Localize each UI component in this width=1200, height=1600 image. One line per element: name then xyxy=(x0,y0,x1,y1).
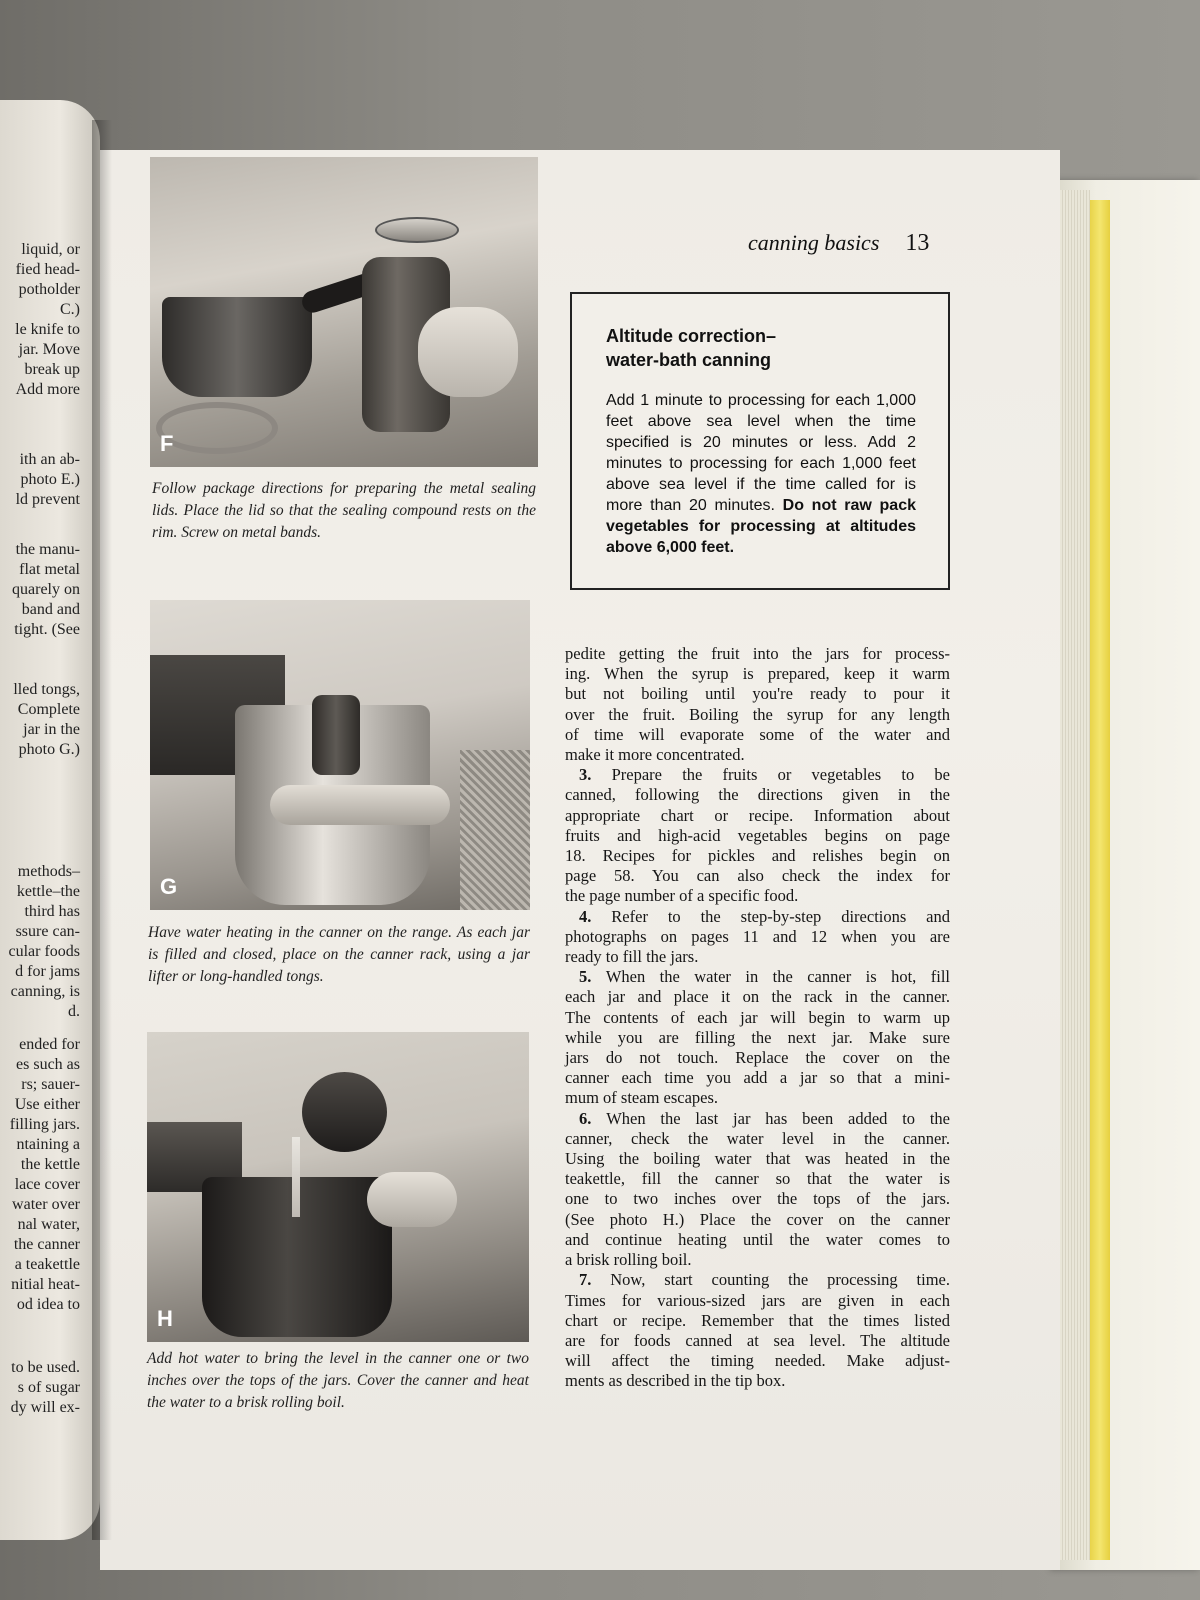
body-text-line: chart or recipe. Remember that the times listed xyxy=(565,1310,950,1330)
left-page-line: rs; sauer- xyxy=(21,1076,80,1093)
photo-h-letter: H xyxy=(157,1306,173,1331)
left-page-line: ntaining a xyxy=(16,1136,80,1153)
pouring-water-shape xyxy=(292,1137,300,1217)
body-text-line: one to two inches over the tops of the jars. xyxy=(565,1189,950,1209)
body-text-line: pedite getting the fruit into the jars for process- xyxy=(565,644,950,663)
left-page-line: flat metal xyxy=(19,561,80,578)
photo-h-caption: Add hot water to bring the level in the canner one or two inches over the tops of the jars. Cover the canner and heat the water to a brisk rolling boil. xyxy=(147,1350,529,1411)
left-page-line: photo E.) xyxy=(20,471,80,488)
left-page-fragment xyxy=(12,540,80,640)
tip-title-line1: Altitude correction– xyxy=(606,326,777,346)
hand-shape xyxy=(418,307,518,397)
left-page-line: dy will ex- xyxy=(10,1399,80,1416)
body-text-line: appropriate chart or recipe. Information about xyxy=(565,805,950,825)
body-text-line: a brisk rolling boil. xyxy=(565,1250,692,1270)
body-text-line: 18. Recipes for pickles and relishes begin on xyxy=(565,846,950,866)
body-text-line: 5. When the water in the canner is hot, fill xyxy=(579,967,950,987)
left-page-fragment xyxy=(11,1358,80,1418)
arm-shape xyxy=(270,785,450,825)
left-page-line: to be used. xyxy=(11,1359,80,1376)
photo-g-caption: Have water heating in the canner on the range. As each jar is filled and closed, place on the canner rack, using a jar lifter or long-handled tongs. xyxy=(148,924,530,985)
body-text-line: ready to fill the jars. xyxy=(565,947,699,967)
body-text-line: but not boiling until you're ready to pour it xyxy=(565,684,950,704)
left-page-fragment xyxy=(8,862,80,1022)
body-text-line: canned, following the directions given in the xyxy=(565,785,950,805)
left-page-fragment xyxy=(10,1035,80,1315)
left-page-line: ssure can- xyxy=(15,923,80,940)
left-page-line: jar. Move xyxy=(18,341,80,358)
left-page-line: ld prevent xyxy=(15,491,80,508)
left-page-line: jar in the xyxy=(23,721,80,738)
body-text-line: make it more concentrated. xyxy=(565,745,745,765)
body-text-line: over the fruit. Boiling the syrup for any length xyxy=(565,704,950,724)
body-text-line: Using the boiling water that was heated in the xyxy=(565,1149,950,1169)
left-page-line: methods– xyxy=(17,863,80,880)
body-text-line: and continue heating until the water comes to xyxy=(565,1229,950,1249)
body-text-line: while you are filling the next jar. Make sure xyxy=(565,1027,950,1047)
photo-h xyxy=(147,1032,529,1342)
body-text-column xyxy=(565,644,950,1392)
tip-box-title xyxy=(606,324,916,372)
body-text-line: 4. Refer to the step-by-step directions and xyxy=(579,906,951,926)
left-page-line: tight. (See xyxy=(14,621,80,638)
left-page-line: water over xyxy=(12,1196,80,1213)
left-page-fragment xyxy=(15,240,80,400)
body-text-line: photographs on pages 11 and 12 when you are xyxy=(565,926,950,946)
page-stack-edge xyxy=(1060,190,1090,1560)
left-page-line: lled tongs, xyxy=(13,681,80,698)
lid-shape xyxy=(375,217,459,243)
running-head-title: canning basics xyxy=(748,230,880,255)
left-page-line: es such as xyxy=(16,1056,80,1073)
left-page-line: Add more xyxy=(15,381,80,398)
left-page-line: kettle–the xyxy=(16,883,80,900)
left-page-line: Use either xyxy=(14,1096,80,1113)
left-page-fragment xyxy=(16,450,80,510)
left-page-line: photo G.) xyxy=(18,741,80,758)
body-text-line: ments as described in the tip box. xyxy=(565,1371,786,1391)
body-text-line: (See photo H.) Place the cover on the canner xyxy=(565,1209,950,1229)
left-page-line: filling jars. xyxy=(9,1116,80,1133)
body-text-line: fruits and high-acid vegetables begins on page xyxy=(565,825,950,845)
left-page-line: nal water, xyxy=(17,1216,80,1233)
apron-shape xyxy=(460,750,530,910)
body-text-line: jars do not touch. Replace the cover on the xyxy=(565,1048,950,1068)
left-page-line: ith an ab- xyxy=(19,451,80,468)
left-page-line: C.) xyxy=(60,301,80,318)
body-text-line: 3. Prepare the fruits or vegetables to be xyxy=(579,765,950,785)
left-page-line: Complete xyxy=(17,701,80,718)
left-page-line: third has xyxy=(24,903,80,920)
left-page-line: the manu- xyxy=(15,541,80,558)
tip-box-bold-note: Do not raw pack vegetables for processing at altitudes above 6,000 feet. xyxy=(606,497,916,556)
jar-in-tongs-shape xyxy=(312,695,360,775)
body-text-line: mum of steam escapes. xyxy=(565,1088,719,1108)
bands-shape xyxy=(156,402,278,454)
left-page-line: cular foods xyxy=(8,943,80,960)
body-text-line: are for foods canned at sea level. The altitude xyxy=(565,1330,950,1350)
body-text-line: Times for various-sized jars are given in each xyxy=(565,1290,950,1310)
tip-title-line2: water-bath canning xyxy=(606,350,772,370)
body-text-line: 6. When the last jar has been added to the xyxy=(579,1108,951,1128)
left-page-fragment xyxy=(13,680,80,760)
body-text-line: canner, check the water level in the canner. xyxy=(565,1128,950,1148)
body-text-line: 7. Now, start counting the processing time. xyxy=(579,1270,950,1290)
body-text-line: each jar and place it on the rack in the canner. xyxy=(565,987,950,1007)
left-page-line: liquid, or xyxy=(21,241,80,258)
left-page-text xyxy=(0,100,80,1540)
body-text-line: will affect the timing needed. Make adjust- xyxy=(565,1351,950,1371)
photo-g-letter: G xyxy=(160,874,178,899)
running-head xyxy=(748,230,929,257)
hand-h-shape xyxy=(367,1172,457,1227)
photo-f xyxy=(150,157,538,467)
left-page-line: canning, is xyxy=(10,983,80,1000)
body-text-line: The contents of each jar will begin to warm up xyxy=(565,1007,950,1027)
left-page-line: band and xyxy=(21,601,80,618)
left-page-line: the kettle xyxy=(20,1156,80,1173)
tip-box-text xyxy=(606,390,916,558)
saucepan-shape xyxy=(162,297,312,397)
left-page-line: quarely on xyxy=(12,581,80,598)
teakettle-shape xyxy=(302,1072,387,1152)
left-page-line: potholder xyxy=(18,281,80,298)
body-text-line: canner each time you add a jar so that a mini- xyxy=(565,1068,950,1088)
body-text-line: ing. When the syrup is prepared, keep it warm xyxy=(565,664,950,684)
photo-f-letter: F xyxy=(160,431,174,456)
left-page-line: ended for xyxy=(19,1036,80,1053)
left-page-line: od idea to xyxy=(16,1296,80,1313)
left-page-line: s of sugar xyxy=(17,1379,80,1396)
left-page-line: d. xyxy=(68,1003,80,1020)
spine-shadow xyxy=(92,120,112,1540)
left-page-line: the canner xyxy=(13,1236,80,1253)
left-page-line: a teakettle xyxy=(14,1256,80,1273)
photo-f-caption: Follow package directions for preparing the metal sealing lids. Place the lid so that the sealing compound rests on the rim. Screw on metal bands. xyxy=(152,480,536,541)
left-page xyxy=(0,100,100,1540)
cover-yellow-edge xyxy=(1090,200,1110,1560)
left-page-line: nitial heat- xyxy=(11,1276,80,1293)
body-text-line: teakettle, fill the canner so that the water is xyxy=(565,1169,950,1189)
body-text-line: page 58. You can also check the index for xyxy=(565,866,950,886)
left-page-line: lace cover xyxy=(14,1176,80,1193)
photo-g xyxy=(150,600,530,910)
left-page-line: break up xyxy=(24,361,80,378)
page-number: 13 xyxy=(905,230,930,256)
left-page-line: d for jams xyxy=(15,963,80,980)
altitude-tip-box xyxy=(570,292,950,590)
tip-box-body: Add 1 minute to processing for each 1,000 feet above sea level when the time specified is 20 minutes or less. Add 2 minutes to processing for each 1,000 feet above sea level if the time called for is more than 20 minutes. xyxy=(606,392,916,514)
body-text-line: of time will evaporate some of the water and xyxy=(565,724,950,744)
left-page-line: le knife to xyxy=(15,321,80,338)
left-page-line: fied head- xyxy=(15,261,80,278)
body-text-line: the page number of a specific food. xyxy=(565,886,799,906)
